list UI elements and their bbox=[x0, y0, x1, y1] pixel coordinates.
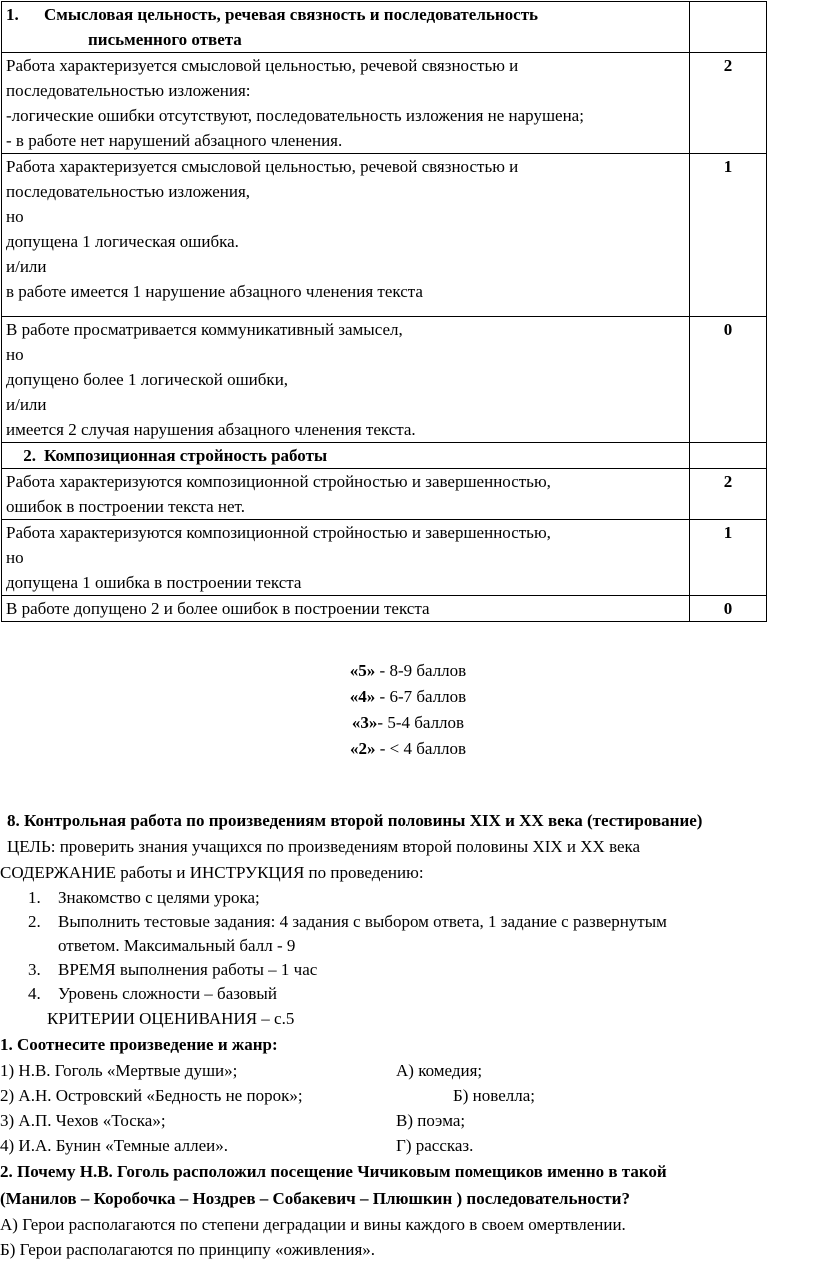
criterion-text: Работа характеризуется смысловой цельностью, речевой связностью и последовательностью изложения, но допущена 1 логическая ошибка. и/или в работе имеется 1 нарушение абзацного членения текста bbox=[2, 154, 690, 317]
table-row bbox=[2, 317, 767, 443]
goal-text: ЦЕЛЬ: проверить знания учащихся по произведениям второй половины XIX и XX века bbox=[7, 837, 641, 856]
criterion-text: Работа характеризуется смысловой цельностью, речевой связностью и последовательностью изложения: -логические ошибки отсутствуют, последовательность изложения не нарушена; - в работе нет нарушений абзацного членения. bbox=[2, 53, 690, 154]
answer-option: Б) Герои располагаются по принципу «оживления». bbox=[0, 1240, 376, 1259]
table-section-header bbox=[2, 443, 767, 469]
criteria-reference: КРИТЕРИИ ОЦЕНИВАНИЯ – с.5 bbox=[47, 1009, 295, 1028]
score-cell: 0 bbox=[690, 317, 767, 443]
list-item: 2. Выполнить тестовые задания: 4 задания с выбором ответа, 1 задание с развернутым bbox=[28, 912, 667, 931]
match-row: 2) А.Н. Островский «Бедность не порок»; Б) новелла; bbox=[0, 1086, 535, 1105]
match-row: 1) Н.В. Гоголь «Мертвые души»; А) комедия; bbox=[0, 1061, 483, 1080]
list-item: 4. Уровень сложности – базовый bbox=[28, 984, 277, 1003]
table-row bbox=[2, 596, 767, 622]
table-row bbox=[2, 520, 767, 596]
match-row: 4) И.А. Бунин «Темные аллеи». Г) рассказ. bbox=[0, 1136, 474, 1155]
question-2-title: 2. Почему Н.В. Гоголь расположил посещение Чичиковым помещиков именно в такой (Манилов – Коробочка – Ноздрев – Собакевич – Плюшкин ) последовательности? bbox=[0, 1162, 667, 1208]
grade-line: «5» - 8-9 баллов bbox=[349, 661, 467, 680]
content-heading: СОДЕРЖАНИЕ работы и ИНСТРУКЦИЯ по проведению: bbox=[0, 863, 424, 882]
grading-scale bbox=[0, 658, 816, 762]
section-1-title: 1. Смысловая цельность, речевая связность и последовательность письменного ответа bbox=[2, 2, 690, 53]
score-cell: 1 bbox=[690, 520, 767, 596]
score-cell-empty bbox=[690, 443, 767, 469]
criteria-table bbox=[1, 1, 767, 622]
grade-line: «3»- 5-4 баллов bbox=[351, 713, 465, 732]
criterion-text: Работа характеризуются композиционной стройностью и завершенностью, но допущена 1 ошибка в построении текста bbox=[2, 520, 690, 596]
section-8 bbox=[0, 808, 816, 1262]
criterion-text: В работе просматривается коммуникативный замысел, но допущено более 1 логической ошибки, и/или имеется 2 случая нарушения абзацного членения текста. bbox=[2, 317, 690, 443]
table-section-header bbox=[2, 2, 767, 53]
criterion-text: Работа характеризуются композиционной стройностью и завершенностью, ошибок в построении текста нет. bbox=[2, 469, 690, 520]
list-item: 3. ВРЕМЯ выполнения работы – 1 час bbox=[28, 960, 318, 979]
score-cell: 2 bbox=[690, 53, 767, 154]
score-cell: 0 bbox=[690, 596, 767, 622]
table-row bbox=[2, 53, 767, 154]
table-row bbox=[2, 469, 767, 520]
instruction-list bbox=[0, 886, 816, 1006]
grade-line: «2» - < 4 баллов bbox=[349, 739, 467, 758]
answer-option: А) Герои располагаются по степени деградации и вины каждого в своем омертвлении. bbox=[0, 1215, 626, 1234]
list-item: 1. Знакомство с целями урока; bbox=[28, 888, 260, 907]
criterion-text: В работе допущено 2 и более ошибок в построении текста bbox=[2, 596, 690, 622]
score-cell-empty bbox=[690, 2, 767, 53]
score-cell: 2 bbox=[690, 469, 767, 520]
grade-line: «4» - 6-7 баллов bbox=[349, 687, 467, 706]
question-1-title: 1. Соотнесите произведение и жанр: bbox=[0, 1035, 278, 1054]
match-row: 3) А.П. Чехов «Тоска»; В) поэма; bbox=[0, 1111, 466, 1130]
score-cell: 1 bbox=[690, 154, 767, 317]
list-item: ответом. Максимальный балл - 9 bbox=[58, 936, 296, 955]
table-row bbox=[2, 154, 767, 317]
section-2-title: 2. Композиционная стройность работы bbox=[2, 443, 690, 469]
section-8-title: 8. Контрольная работа по произведениям второй половины XIX и XX века (тестирование) bbox=[7, 811, 703, 830]
